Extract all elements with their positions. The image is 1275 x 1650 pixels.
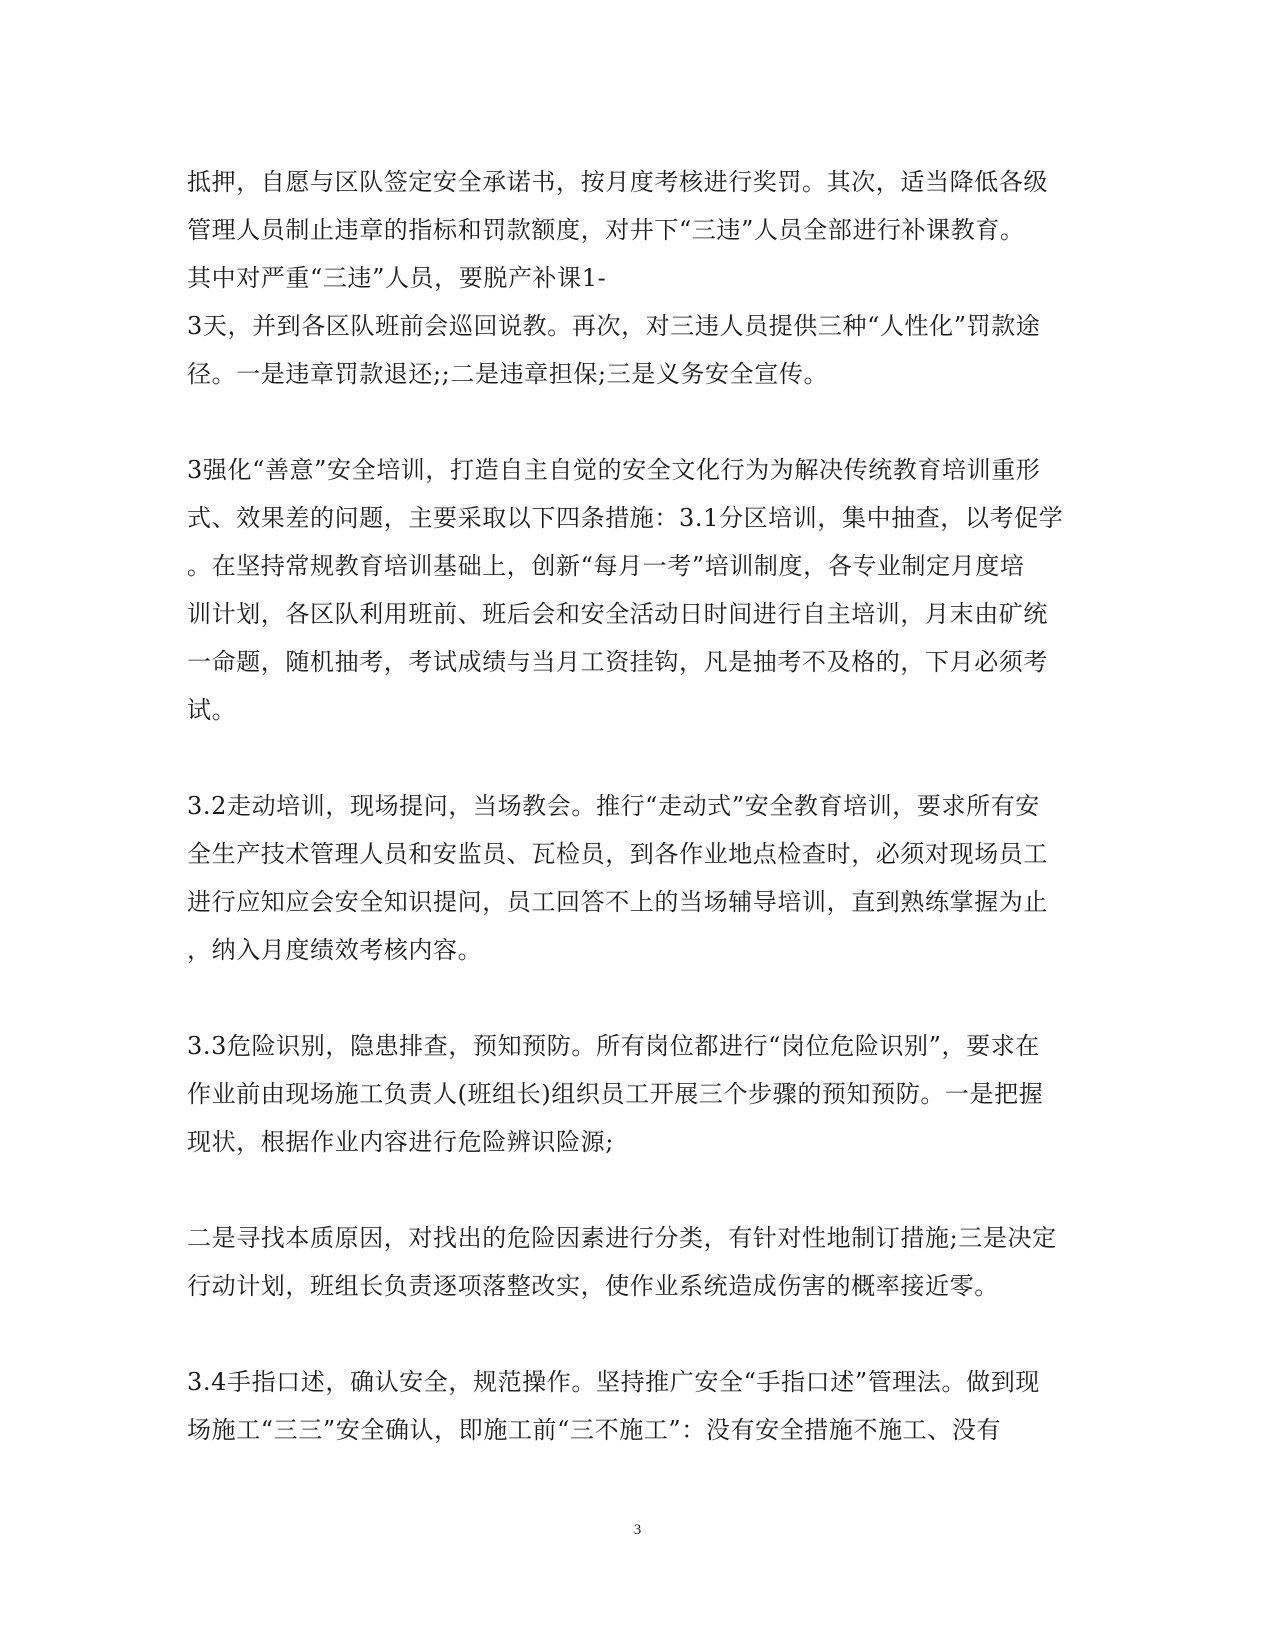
text-line: 二是寻找本质原因，对找出的危险因素进行分类，有针对性地制订措施;三是决定 bbox=[187, 1224, 1057, 1252]
text-line: 训计划，各区队利用班前、班后会和安全活动日时间进行自主培训，月末由矿统 bbox=[187, 600, 1048, 628]
text-line: 3.3危险识别，隐患排查，预知预防。所有岗位都进行“岗位危险识别”，要求在 bbox=[187, 1032, 1040, 1060]
document-body bbox=[187, 158, 1087, 1454]
text-line: 管理人员制止违章的指标和罚款额度，对井下“三违”人员全部进行补课教育。 bbox=[187, 216, 1025, 244]
text-line: 径。一是违章罚款退还;;二是违章担保;三是义务安全宣传。 bbox=[187, 360, 829, 388]
text-line: 行动计划，班组长负责逐项落整改实，使作业系统造成伤害的概率接近零。 bbox=[187, 1272, 999, 1300]
paragraph-pointing-3-4 bbox=[187, 1358, 1087, 1454]
text-line: 其中对严重“三违”人员，要脱产补课1- bbox=[187, 264, 607, 292]
text-line: 式、效果差的问题，主要采取以下四条措施：3.1分区培训，集中抽查，以考促学 bbox=[187, 504, 1064, 532]
paragraph-gap bbox=[187, 1166, 1087, 1214]
paragraph-root-cause bbox=[187, 1214, 1087, 1310]
paragraph-gap bbox=[187, 734, 1087, 782]
text-line: 一命题，随机抽考，考试成绩与当月工资挂钩，凡是抽考不及格的，下月必须考 bbox=[187, 648, 1048, 676]
page-number: 3 bbox=[633, 1522, 642, 1538]
text-line: 进行应知应会安全知识提问，员工回答不上的当场辅导培训，直到熟练掌握为止 bbox=[187, 888, 1048, 916]
text-line: 抵押，自愿与区队签定安全承诺书，按月度考核进行奖罚。其次，适当降低各级 bbox=[187, 168, 1048, 196]
text-line: 。在坚持常规教育培训基础上，创新“每月一考”培训制度，各专业制定月度培 bbox=[187, 552, 1025, 580]
paragraph-gap bbox=[187, 974, 1087, 1022]
text-line: 现状，根据作业内容进行危险辨识险源; bbox=[187, 1128, 614, 1156]
paragraph-gap bbox=[187, 398, 1087, 446]
text-line: 作业前由现场施工负责人(班组长)组织员工开展三个步骤的预知预防。一是把握 bbox=[187, 1080, 1044, 1108]
paragraph-penalty-measures bbox=[187, 158, 1087, 398]
paragraph-training-3 bbox=[187, 446, 1087, 734]
text-line: 3.4手指口述，确认安全，规范操作。坚持推广安全“手指口述”管理法。做到现 bbox=[187, 1368, 1040, 1396]
text-line: 试。 bbox=[187, 696, 237, 724]
text-line: ，纳入月度绩效考核内容。 bbox=[187, 936, 483, 964]
paragraph-gap bbox=[187, 1310, 1087, 1358]
text-line: 3.2走动培训，现场提问，当场教会。推行“走动式”安全教育培训，要求所有安 bbox=[187, 792, 1040, 820]
paragraph-risk-3-3 bbox=[187, 1022, 1087, 1166]
paragraph-training-3-2 bbox=[187, 782, 1087, 974]
text-line: 3强化“善意”安全培训，打造自主自觉的安全文化行为为解决传统教育培训重形 bbox=[187, 456, 1041, 484]
text-line: 3天，并到各区队班前会巡回说教。再次，对三违人员提供三种“人性化”罚款途 bbox=[187, 312, 1041, 340]
text-line: 全生产技术管理人员和安监员、瓦检员，到各作业地点检查时，必须对现场员工 bbox=[187, 840, 1048, 868]
text-line: 场施工“三三”安全确认，即施工前“三不施工”：没有安全措施不施工、没有 bbox=[187, 1416, 1002, 1444]
